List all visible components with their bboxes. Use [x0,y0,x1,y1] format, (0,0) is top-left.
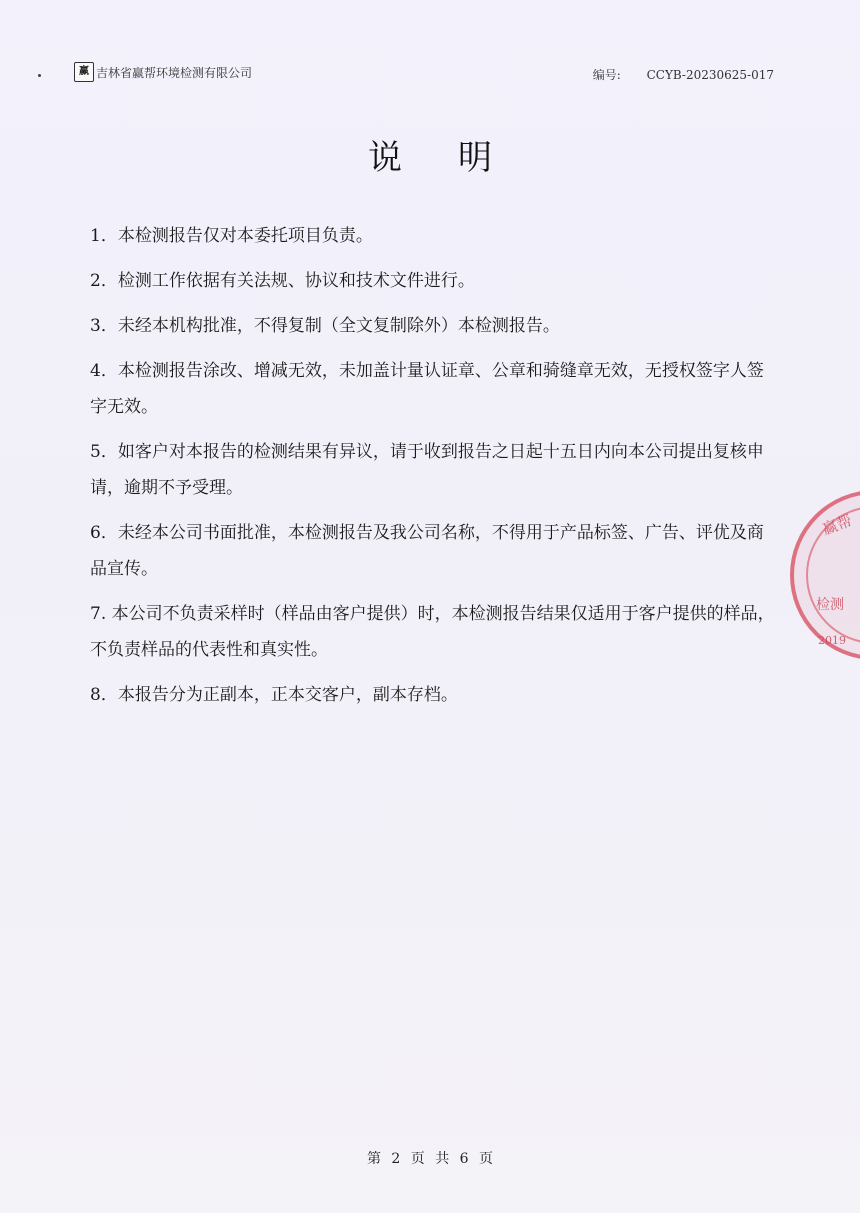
note-item: 8．本报告分为正副本，正本交客户，副本存档。 [90,685,458,705]
report-number-value: CCYB-20230625-017 [646,68,774,82]
note-item: 4．本检测报告涂改、增减无效，未加盖计量认证章、公章和骑缝章无效，无授权签字人签字无效。 [90,361,764,417]
page-number: 第 2 页 共 6 页 [366,1151,494,1167]
document-header [74,60,774,84]
note-item: 6．未经本公司书面批准，本检测报告及我公司名称，不得用于产品标签、广告、评优及商品宣传。 [90,523,764,579]
company-logo-icon: 赢 [74,62,94,82]
note-item: 1．本检测报告仅对本委托项目负责。 [90,226,373,246]
report-number [593,66,774,83]
note-item: 7. 本公司不负责采样时（样品由客户提供）时，本检测报告结果仅适用于客户提供的样品，不负责样品的代表性和真实性。 [90,604,775,660]
scan-dot [38,74,41,77]
stamp-text: 检测 [816,597,844,613]
company-name: 吉林省赢帮环境检测有限公司 [96,66,253,80]
note-item: 2．检测工作依据有关法规、协议和技术文件进行。 [90,271,475,291]
report-number-label: 编号: [592,68,621,82]
note-item: 3．未经本机构批准，不得复制（全文复制除外）本检测报告。 [90,316,560,336]
page-title: 说明 [368,138,548,178]
notes-list [90,218,780,722]
seam-stamp [790,490,860,660]
stamp-text: 赢帮 [819,511,855,539]
stamp-year: 2019 [818,634,846,647]
note-item: 5．如客户对本报告的检测结果有异议，请于收到报告之日起十五日内向本公司提出复核申请，逾期不予受理。 [90,442,764,498]
